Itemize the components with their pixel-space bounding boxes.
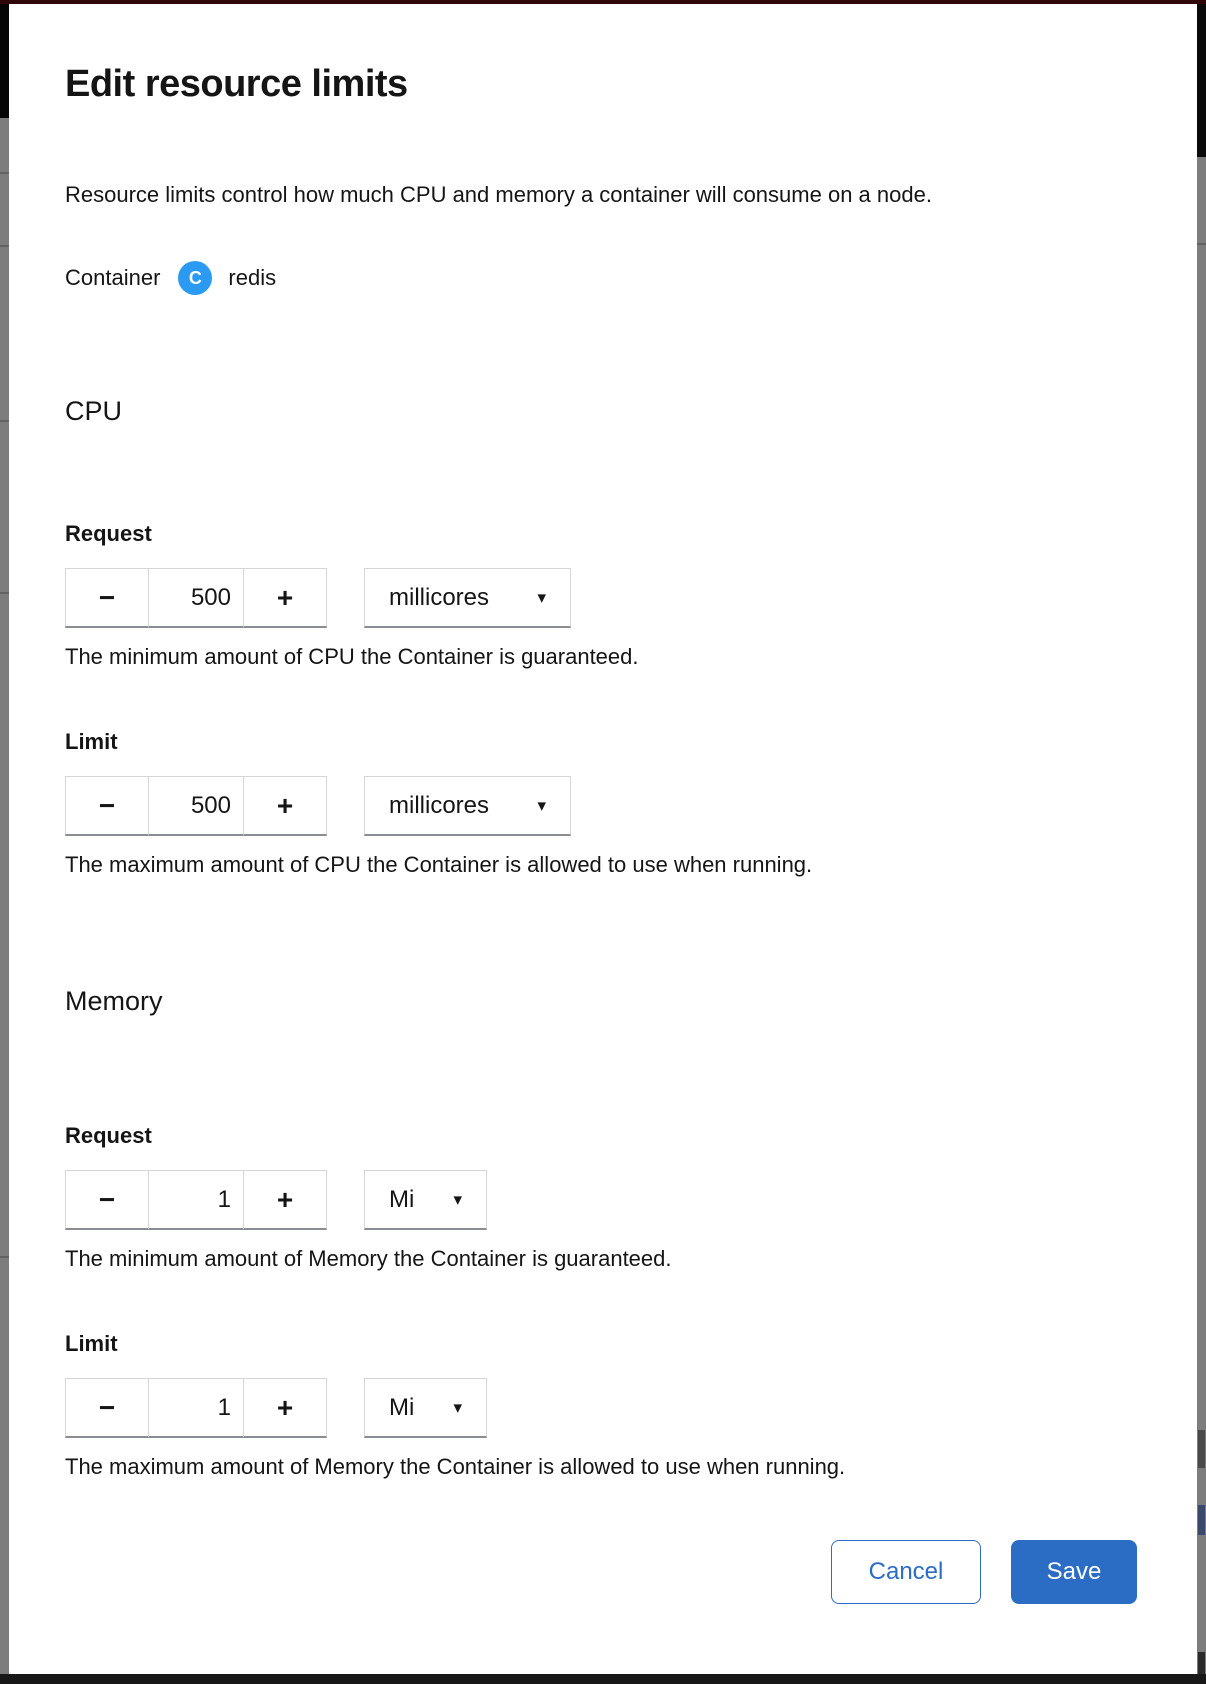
- cpu-limit-increment-button[interactable]: [243, 776, 327, 836]
- cpu-request-helper-text: The minimum amount of CPU the Container is guaranteed.: [65, 644, 639, 669]
- memory-request-value-input[interactable]: [148, 1170, 244, 1230]
- window-top-edge: [0, 0, 1206, 4]
- minus-icon: −: [98, 1183, 116, 1215]
- cpu-request-value-input[interactable]: [148, 568, 244, 628]
- cpu-limit-number-input: [65, 776, 327, 836]
- backdrop-right-sliver: [1197, 4, 1206, 1674]
- cpu-limit-helper-text: The maximum amount of CPU the Container is allowed to use when running.: [65, 852, 813, 877]
- container-row: [65, 258, 1151, 298]
- plus-icon: +: [276, 1391, 294, 1423]
- container-label: Container: [65, 265, 161, 290]
- save-button[interactable]: Save: [1011, 1540, 1137, 1604]
- memory-limit-unit-select[interactable]: [364, 1378, 487, 1438]
- memory-limit-number-input: [65, 1378, 327, 1438]
- memory-request-unit-value: Mi: [389, 1185, 415, 1213]
- cpu-limit-label: Limit: [65, 729, 118, 754]
- plus-icon: +: [276, 1183, 294, 1215]
- memory-limit-row: [65, 1378, 1151, 1438]
- cpu-limit-decrement-button[interactable]: [65, 776, 149, 836]
- backdrop-seam: [0, 1256, 9, 1258]
- container-resource-icon: C: [178, 261, 212, 295]
- cpu-request-unit-select[interactable]: [364, 568, 571, 628]
- cpu-limit-unit-select[interactable]: [364, 776, 571, 836]
- memory-request-row: [65, 1170, 1151, 1230]
- backdrop-left-sliver: [0, 4, 9, 1674]
- edit-resource-limits-modal: [9, 4, 1197, 1674]
- backdrop-fragment: [1198, 1652, 1205, 1676]
- memory-limit-unit-value: Mi: [389, 1393, 415, 1421]
- memory-limit-increment-button[interactable]: [243, 1378, 327, 1438]
- memory-request-decrement-button[interactable]: [65, 1170, 149, 1230]
- backdrop-seam: [0, 420, 9, 422]
- modal-title: Edit resource limits: [65, 63, 408, 105]
- caret-down-icon: ▾: [453, 1190, 462, 1209]
- backdrop-seam: [1197, 243, 1206, 245]
- caret-down-icon: ▾: [537, 796, 546, 815]
- window-bottom-edge: [0, 1674, 1206, 1684]
- memory-request-helper-text: The minimum amount of Memory the Container is guaranteed.: [65, 1246, 672, 1271]
- modal-footer: [65, 1540, 1151, 1604]
- cpu-request-number-input: [65, 568, 327, 628]
- memory-request-label: Request: [65, 1123, 152, 1148]
- cpu-request-increment-button[interactable]: [243, 568, 327, 628]
- backdrop-right-masthead: [1197, 4, 1206, 157]
- cpu-limit-row: [65, 776, 1151, 836]
- backdrop-fragment: [1198, 1430, 1205, 1468]
- section-heading-cpu: CPU: [65, 396, 123, 426]
- backdrop-seam: [0, 245, 9, 247]
- backdrop-seam: [0, 172, 9, 174]
- backdrop-left-masthead: [0, 4, 9, 118]
- minus-icon: −: [98, 581, 116, 613]
- minus-icon: −: [98, 1391, 116, 1423]
- cpu-request-decrement-button[interactable]: [65, 568, 149, 628]
- container-name: redis: [228, 265, 277, 290]
- memory-limit-decrement-button[interactable]: [65, 1378, 149, 1438]
- minus-icon: −: [98, 789, 116, 821]
- memory-limit-helper-text: The maximum amount of Memory the Container is allowed to use when running.: [65, 1454, 846, 1479]
- cpu-limit-value-input[interactable]: [148, 776, 244, 836]
- backdrop-seam: [0, 592, 9, 594]
- memory-limit-label: Limit: [65, 1331, 118, 1356]
- cancel-button[interactable]: Cancel: [831, 1540, 981, 1604]
- memory-request-increment-button[interactable]: [243, 1170, 327, 1230]
- modal-description: Resource limits control how much CPU and memory a container will consume on a node.: [65, 182, 932, 207]
- backdrop-fragment: [1198, 1505, 1205, 1535]
- memory-request-number-input: [65, 1170, 327, 1230]
- cpu-limit-unit-value: millicores: [389, 791, 490, 819]
- section-heading-memory: Memory: [65, 986, 163, 1016]
- memory-request-unit-select[interactable]: [364, 1170, 487, 1230]
- memory-limit-value-input[interactable]: [148, 1378, 244, 1438]
- plus-icon: +: [276, 789, 294, 821]
- plus-icon: +: [276, 581, 294, 613]
- cpu-request-unit-value: millicores: [389, 583, 490, 611]
- cpu-request-row: [65, 568, 1151, 628]
- cpu-request-label: Request: [65, 521, 152, 546]
- caret-down-icon: ▾: [453, 1398, 462, 1417]
- caret-down-icon: ▾: [537, 588, 546, 607]
